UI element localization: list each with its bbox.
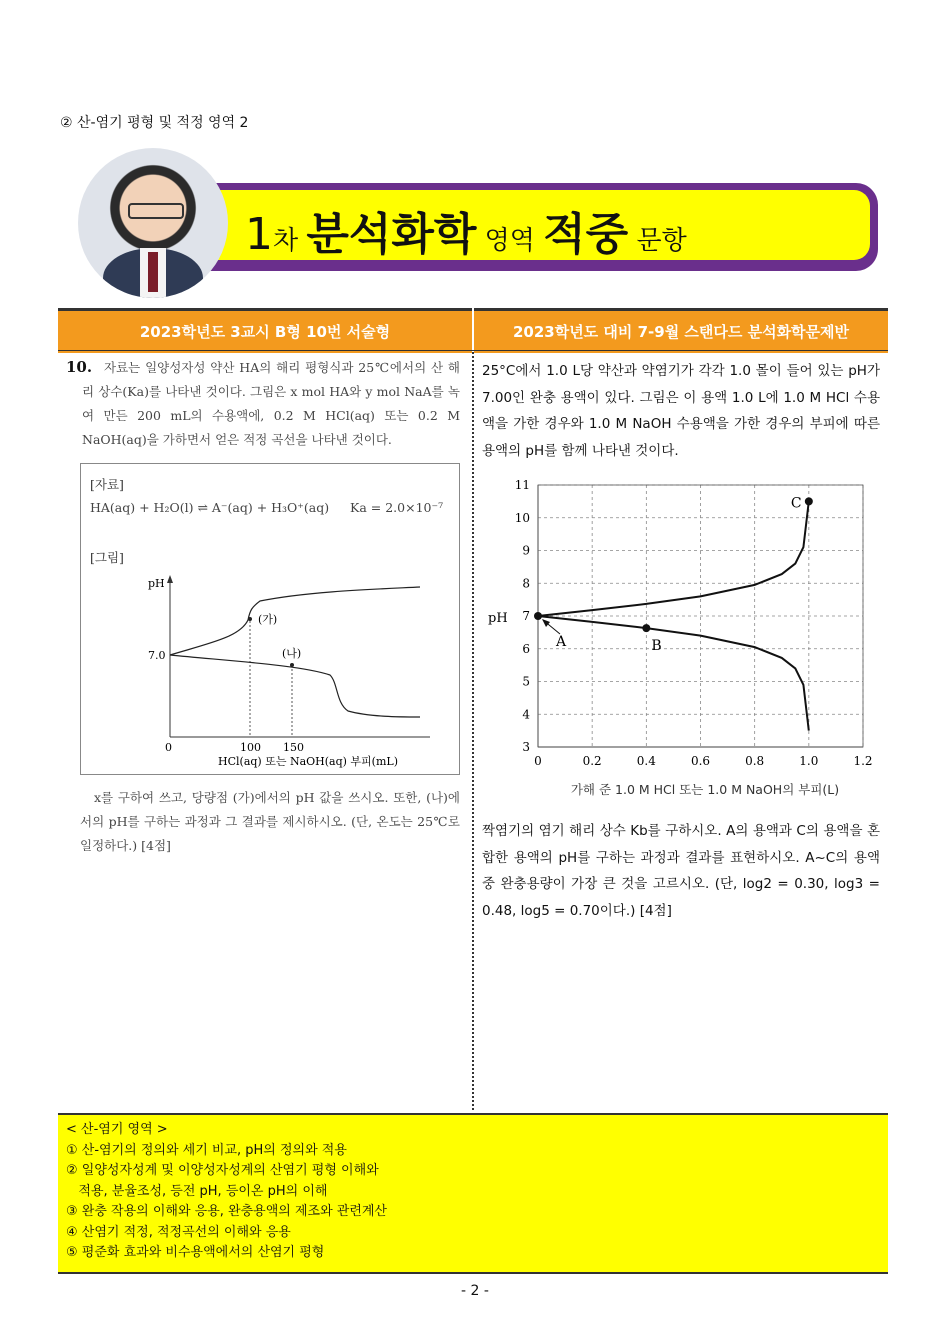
point-c-label: C	[790, 495, 802, 512]
y-tick-label: 4	[522, 707, 530, 722]
y-tick-label: 7	[522, 609, 530, 623]
summary-item: ① 산-염기의 정의와 세기 비교, pH의 정의와 적용	[66, 1142, 347, 1158]
point-a-arrowhead	[542, 619, 550, 627]
right-grid	[538, 485, 863, 747]
x-tick-label: 0.2	[582, 754, 602, 768]
right-header-text: 2023학년도 대비 7-9월 스탠다드 분석화학문제반	[512, 323, 850, 341]
y-tick-label: 10	[514, 510, 530, 525]
summary-item: ③ 완충 작용의 이해와 응용, 완충용액의 제조와 관련계산	[66, 1204, 387, 1219]
page-number: - 2 -	[461, 1283, 489, 1299]
x-tick-label: 0	[534, 754, 542, 768]
right-tick-labels	[515, 478, 873, 768]
left-y70-label: 7.0	[148, 649, 166, 662]
x-tick-label: 0.6	[690, 754, 711, 768]
header-rule	[58, 350, 888, 351]
column-divider	[472, 352, 474, 1110]
series-line-0	[538, 501, 809, 616]
series-line-1	[538, 616, 809, 731]
left-header-text: 2023학년도 3교시 B형 10번 서술형	[139, 323, 391, 341]
question-text: 자료는 일양성자성 약산 HA의 해리 평형식과 25℃에서의 산 해리 상수(Ka)를 나타낸 것이다. 그림은 x mol HA와 y mol NaA를 녹여 만든 200 mL의 수용액에, 0.2 M HCl(aq) 또는 0.2 M NaOH(aq)을 가하면서 얻은 적정 곡선을 나타낸 것이다.	[82, 360, 460, 447]
figure-label: [그림]	[90, 550, 124, 565]
y-tick-label: 8	[522, 576, 530, 591]
data-label: [자료]	[90, 477, 124, 492]
summary-list	[66, 1120, 387, 1264]
left-curve-naoh	[170, 655, 420, 717]
question-number: 10.	[66, 358, 93, 376]
y-tick-label: 3	[522, 740, 530, 754]
left-x0-label: 0	[165, 741, 172, 754]
left-header	[58, 308, 472, 353]
point-c-marker	[805, 497, 813, 505]
point-ga-marker	[248, 617, 252, 621]
x-tick-label: 1.0	[799, 754, 819, 768]
ka-value: Ka = 2.0×10⁻⁷	[350, 500, 444, 515]
x-tick-label: 1.2	[853, 754, 873, 768]
summary-item: ② 일양성자성계 및 이양성자성계의 산염기 평형 이해와	[66, 1163, 379, 1178]
y-tick-label: 5	[522, 674, 530, 689]
left-x100-label: 100	[240, 741, 261, 754]
right-header	[474, 308, 888, 353]
right-xlabel: 가해 준 1.0 M HCl 또는 1.0 M NaOH의 부피(L)	[570, 782, 840, 797]
x-tick-label: 0.4	[636, 754, 656, 768]
summary-heading: < 산-염기 영역 >	[66, 1122, 168, 1137]
section-title: ② 산-염기 평형 및 적정 영역 2	[60, 115, 249, 131]
left-y-arrow	[167, 575, 173, 583]
point-a-marker	[534, 612, 542, 620]
left-titration-chart	[80, 565, 458, 770]
banner-part6: 문항	[628, 226, 687, 256]
right-points	[534, 495, 813, 654]
banner-part5: 적중	[543, 209, 629, 260]
point-b-label: B	[651, 638, 662, 655]
left-curve-hcl	[170, 587, 420, 655]
point-b-marker	[642, 624, 650, 632]
point-a-label: A	[556, 634, 567, 650]
x-tick-label: 0.8	[745, 754, 765, 768]
banner-part2: 차	[273, 226, 307, 256]
y-tick-label: 9	[522, 543, 530, 558]
point-na-marker	[290, 663, 294, 667]
right-question-text: 25°C에서 1.0 L당 약산과 약염기가 각각 1.0 몰이 들어 있는 pH가 7.00인 완충 용액이 있다. 그림은 이 용액 1.0 L에 1.0 M HCl 수용액을 가한 경우와 1.0 M NaOH 수용액을 가한 경우의 부피에 따른 용액의 pH를 함께 나타낸 것이다.	[482, 363, 880, 459]
banner-part4: 영역	[476, 226, 544, 256]
right-question-text-2: 짝염기의 염기 해리 상수 Kb를 구하시오. A의 용액과 C의 용액을 혼합한 용액의 pH를 구하는 과정과 결과를 표현하시오. A~C의 용액 중 완충용량이 가장 큰 것을 고르시오. (단, log2 = 0.30, log3 = 0.48, log5 = 0.70이다.) [4점]	[482, 823, 880, 919]
banner-title	[245, 198, 687, 262]
question-text-2: x를 구하여 쓰고, 당량점 (가)에서의 pH 값을 쓰시오. 또한, (나)에서의 pH를 구하는 과정과 그 결과를 제시하시오. (단, 온도는 25℃로 일정하다.) [4점]	[80, 790, 460, 853]
banner-part3: 분석화학	[306, 209, 477, 260]
right-ylabel: pH	[488, 611, 508, 626]
left-ylabel: pH	[148, 577, 165, 590]
point-na-label: (나)	[282, 647, 302, 660]
summary-item: ⑤ 평준화 효과와 비수용액에서의 산염기 평형	[66, 1245, 325, 1260]
right-titration-chart	[480, 470, 880, 775]
equilibrium-equation: HA(aq) + H₂O(l) ⇌ A⁻(aq) + H₃O⁺(aq)	[90, 500, 330, 515]
summary-item: ④ 산염기 적정, 적정곡선의 이해와 응용	[66, 1224, 291, 1240]
y-tick-label: 11	[514, 478, 530, 492]
y-tick-label: 6	[522, 641, 530, 656]
instructor-portrait	[78, 148, 228, 298]
summary-item: 적용, 분율조성, 등전 pH, 등이온 pH의 이해	[66, 1183, 328, 1199]
point-ga-label: (가)	[258, 613, 278, 626]
banner-part1: 1	[245, 209, 273, 260]
left-xlabel: HCl(aq) 또는 NaOH(aq) 부피(mL)	[218, 755, 398, 768]
left-x150-label: 150	[283, 741, 304, 754]
